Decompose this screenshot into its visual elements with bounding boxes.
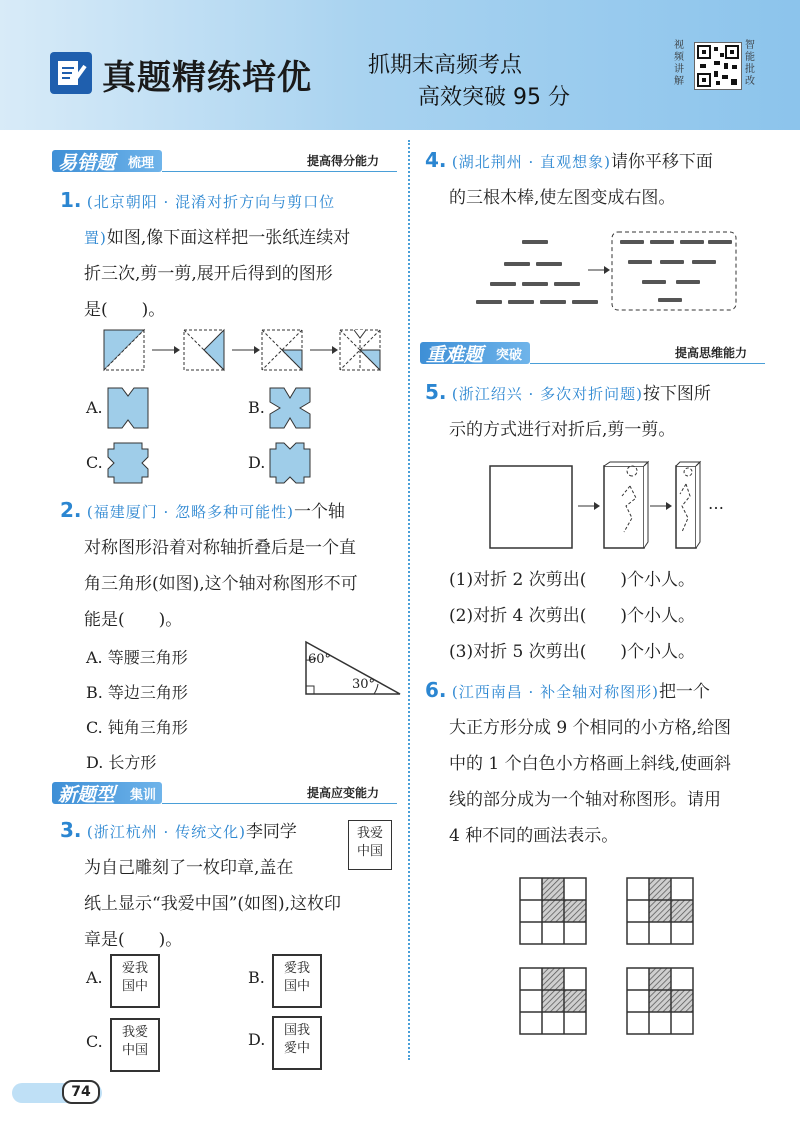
question-text-line: 请你平移下面 bbox=[610, 152, 713, 172]
column-divider bbox=[408, 140, 410, 1060]
question-number: 4. bbox=[425, 148, 447, 172]
question-4 bbox=[425, 142, 775, 216]
question-text-line: 对称图形沿着对称轴折叠后是一个直 bbox=[84, 538, 356, 558]
grid-4[interactable] bbox=[627, 968, 693, 1034]
section-tag: 突破 bbox=[496, 348, 523, 363]
question-text-line: 示的方式进行对折后,剪一剪。 bbox=[449, 420, 676, 440]
question-text-line: 纸上显示“我爱中国”(如图),这枚印 bbox=[84, 894, 342, 914]
edit-icon bbox=[50, 52, 92, 94]
option-c[interactable]: C. 钝角三角形 bbox=[86, 718, 188, 737]
question-text-line: 如图,像下面这样把一张纸连续对 bbox=[106, 228, 351, 248]
section-goal: 提高思维能力 bbox=[675, 346, 748, 360]
question-text-line: 中的 1 个白色小方格画上斜线,使画斜 bbox=[449, 754, 732, 774]
option-b[interactable]: B. 等边三角形 bbox=[86, 683, 188, 702]
stamp-text-top: 愛我 bbox=[283, 961, 310, 976]
header-subtitle-1: 抓期末高频考点 bbox=[368, 53, 523, 78]
stamp-text-bottom: 中国 bbox=[121, 1043, 148, 1058]
page-number: 74 bbox=[62, 1080, 100, 1104]
stamp-text-bottom: 愛中 bbox=[283, 1041, 310, 1056]
question-number: 2. bbox=[60, 498, 82, 522]
question-text-line: 把一个 bbox=[658, 682, 710, 702]
question-text-line: 李同学 bbox=[245, 822, 297, 842]
question-2 bbox=[60, 492, 405, 638]
question-text-line: 折三次,剪一剪,展开后得到的图形 bbox=[84, 264, 333, 284]
section-name: 易错题 bbox=[58, 152, 116, 174]
question-5-parts bbox=[449, 562, 779, 670]
header-subtitle-2: 高效突破 95 分 bbox=[418, 85, 570, 110]
question-5-part-3[interactable]: (3)对折 5 次剪出( )个小人。 bbox=[449, 642, 695, 662]
grid-1[interactable] bbox=[520, 878, 586, 944]
stamp-text-top: 我爱 bbox=[356, 826, 383, 841]
question-text-line: 章是( )。 bbox=[84, 930, 183, 950]
qr-label-right: 智能批改 bbox=[745, 40, 755, 87]
option-a-shape[interactable] bbox=[108, 388, 148, 428]
question-text-line: 4 种不同的画法表示。 bbox=[449, 826, 619, 846]
question-text-line: 为自己雕刻了一枚印章,盖在 bbox=[84, 858, 294, 878]
option-d-label[interactable]: D. bbox=[248, 453, 266, 472]
ellipsis: … bbox=[708, 494, 724, 513]
stamp-text-top: 国我 bbox=[283, 1023, 310, 1038]
option-d-shape[interactable] bbox=[270, 443, 310, 483]
question-number: 3. bbox=[60, 818, 82, 842]
section-name: 重难题 bbox=[426, 344, 484, 366]
folding-paper-figure bbox=[490, 462, 710, 548]
question-source-cont: 置) bbox=[84, 229, 107, 247]
section-tag: 梳理 bbox=[128, 156, 155, 171]
section-tag: 集训 bbox=[130, 788, 157, 803]
option-a-stamp[interactable] bbox=[110, 954, 160, 1008]
stamp-text-bottom: 国中 bbox=[121, 979, 148, 994]
grid-3[interactable] bbox=[520, 968, 586, 1034]
option-d-stamp[interactable] bbox=[272, 1016, 322, 1070]
question-number: 5. bbox=[425, 380, 447, 404]
question-5 bbox=[425, 374, 775, 448]
question-text-line: 是( )。 bbox=[84, 300, 166, 320]
stamp-text-top: 爱我 bbox=[121, 961, 148, 976]
option-b-label[interactable]: B. bbox=[248, 968, 265, 987]
sticks-diagram bbox=[474, 232, 740, 310]
qr-label-left: 视频讲解 bbox=[674, 40, 684, 87]
option-c-label[interactable]: C. bbox=[86, 1032, 103, 1051]
option-c-shape[interactable] bbox=[108, 443, 148, 483]
option-b-stamp[interactable] bbox=[272, 954, 322, 1008]
question-text-line: 大正方形分成 9 个相同的小方格,给图 bbox=[449, 718, 732, 738]
stamp-text-top: 我愛 bbox=[121, 1025, 148, 1040]
stamp-sample bbox=[348, 820, 392, 870]
question-number: 6. bbox=[425, 678, 447, 702]
option-d[interactable]: D. 长方形 bbox=[86, 753, 157, 772]
question-text-line: 能是( )。 bbox=[84, 610, 183, 630]
question-source: (湖北荆州 · 直观想象) bbox=[451, 153, 611, 171]
option-c-label[interactable]: C. bbox=[86, 453, 103, 472]
option-d-label[interactable]: D. bbox=[248, 1030, 266, 1049]
section-header-error-prone bbox=[52, 150, 397, 172]
question-5-part-1[interactable]: (1)对折 2 次剪出( )个小人。 bbox=[449, 570, 695, 590]
folding-diagram bbox=[104, 330, 394, 376]
angle-label-30: 30° bbox=[352, 677, 376, 692]
question-5-part-2[interactable]: (2)对折 4 次剪出( )个小人。 bbox=[449, 606, 695, 626]
grid-2[interactable] bbox=[627, 878, 693, 944]
question-text-line: 线的部分成为一个轴对称图形。请用 bbox=[449, 790, 721, 810]
question-2-options bbox=[86, 640, 188, 780]
question-text-line: 一个轴 bbox=[293, 502, 345, 522]
question-source: (福建厦门 · 忽略多种可能性) bbox=[86, 503, 294, 521]
option-a-label[interactable]: A. bbox=[86, 968, 103, 987]
section-header-hard bbox=[420, 342, 765, 364]
stamp-text-bottom: 中国 bbox=[356, 844, 383, 859]
option-a[interactable]: A. 等腰三角形 bbox=[86, 648, 188, 667]
question-text-line: 角三角形(如图),这个轴对称图形不可 bbox=[84, 574, 358, 594]
section-goal: 提高应变能力 bbox=[307, 786, 380, 800]
question-source: (江西南昌 · 补全轴对称图形) bbox=[451, 683, 659, 701]
option-b-label[interactable]: B. bbox=[248, 398, 265, 417]
option-b-shape[interactable] bbox=[270, 388, 310, 428]
option-a-label[interactable]: A. bbox=[86, 398, 103, 417]
section-header-new-type bbox=[52, 782, 397, 804]
question-source: (北京朝阳 · 混淆对折方向与剪口位 bbox=[86, 193, 336, 211]
question-number: 1. bbox=[60, 188, 82, 212]
qr-code-icon[interactable] bbox=[694, 42, 742, 90]
stamp-text-bottom: 国中 bbox=[283, 979, 310, 994]
section-name: 新题型 bbox=[58, 784, 116, 806]
question-text-line: 按下图所 bbox=[642, 384, 711, 404]
section-goal: 提高得分能力 bbox=[307, 154, 380, 168]
header-title: 真题精练培优 bbox=[102, 58, 312, 98]
question-1 bbox=[60, 182, 405, 328]
question-text-line: 的三根木棒,使左图变成右图。 bbox=[449, 188, 676, 208]
question-source: (浙江杭州 · 传统文化) bbox=[86, 823, 246, 841]
option-c-stamp[interactable] bbox=[110, 1018, 160, 1072]
question-6 bbox=[425, 672, 775, 854]
angle-label-60: 60° bbox=[308, 652, 332, 667]
question-source: (浙江绍兴 · 多次对折问题) bbox=[451, 385, 643, 403]
